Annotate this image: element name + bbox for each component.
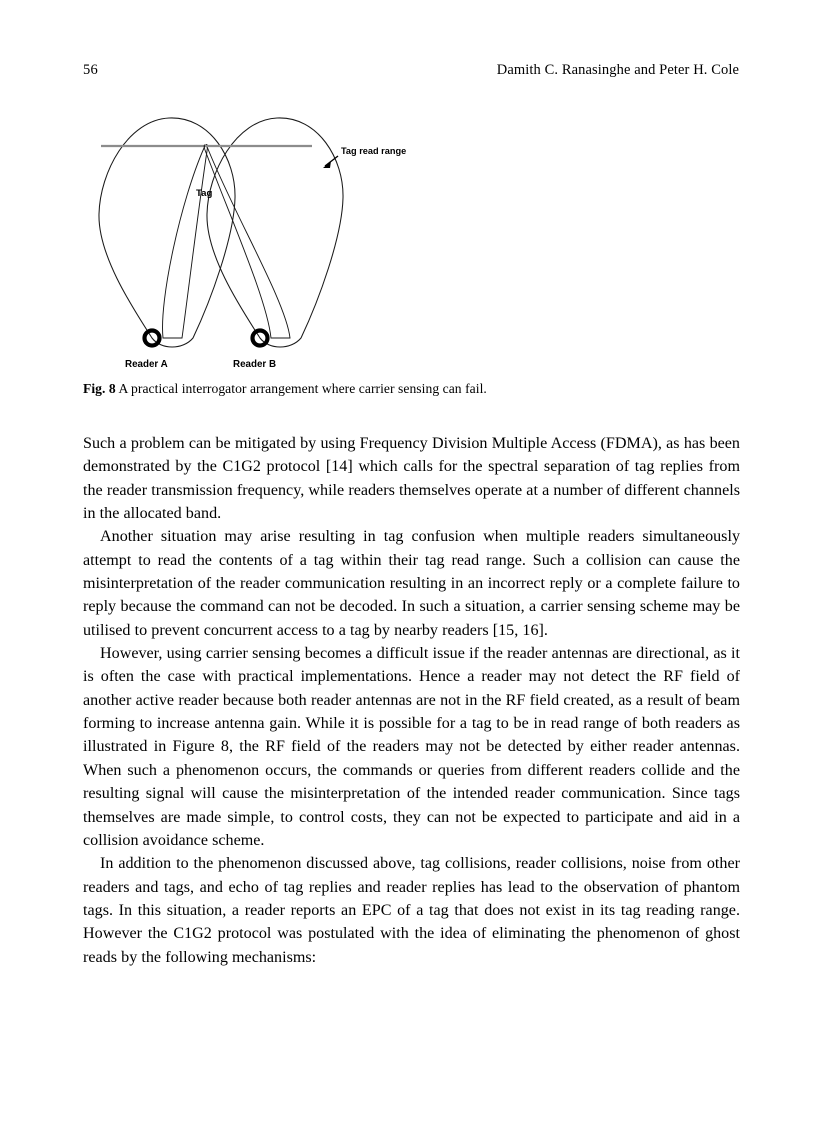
reader-b-main-lobe bbox=[207, 118, 343, 347]
paragraph: Such a problem can be mitigated by using Frequency Division Multiple Access (FDMA), as has been demonstrated by the C1G2 protocol [14] which calls for the spectral separation of tag replies from the reader transmission frequency, while readers themselves operate at a number of different channels in the allocated band. bbox=[83, 435, 740, 523]
tag-read-range-label: Tag read range bbox=[341, 146, 407, 156]
reader-a-inner-beam bbox=[163, 144, 208, 338]
reader-a-main-lobe bbox=[99, 118, 235, 347]
paragraph: Another situation may arise resulting in tag confusion when multiple readers simultaneously attempt to read the contents of a tag within their tag read range. Such a collision can cause the misinterpretation of the reader communication resulting in an incorrect reply or a complete failure to reply because the command can not be decoded. In such a situation, a carrier sensing scheme may be utilised to prevent concurrent access to a tag by nearby readers [15, 16]. bbox=[83, 528, 740, 639]
reader-a-label: Reader A bbox=[125, 359, 168, 370]
interrogator-arrangement-diagram bbox=[83, 104, 443, 376]
tag-label: Tag bbox=[196, 188, 213, 199]
figure-caption-label: Fig. 8 bbox=[83, 381, 116, 396]
paragraph: In addition to the phenomenon discussed above, tag collisions, reader collisions, noise from other readers and tags, and echo of tag replies and reader replies has lead to the observation of phantom tags. In this situation, a reader reports an EPC of a tag that does not exist in its tag reading range. However the C1G2 protocol was postulated with the idea of eliminating the phenomenon of ghost reads by the following mechanisms: bbox=[83, 855, 740, 966]
page-number: 56 bbox=[83, 62, 98, 78]
paragraph: However, using carrier sensing becomes a difficult issue if the reader antennas are directional, as it is often the case with practical implementations. Hence a reader may not detect the RF field of another active reader because both reader antennas are not in the RF field created, as a result of beam forming to increase antenna gain. While it is possible for a tag to be in read range of both readers as illustrated in Figure 8, the RF field of the readers may not be detected by either reader antennas. When such a phenomenon occurs, the commands or queries from different readers collide and the resulting signal will cause the misinterpretation of the intended reader communication. Since tags themselves are made simple, to control costs, they can not be expected to participate and aid in a collision avoidance scheme. bbox=[83, 645, 740, 849]
reader-b-inner-beam bbox=[204, 145, 290, 338]
figure-8 bbox=[83, 104, 739, 376]
running-head bbox=[83, 62, 739, 82]
figure-artwork bbox=[83, 104, 443, 376]
figure-caption bbox=[83, 381, 739, 398]
body-text bbox=[83, 432, 740, 969]
running-head-title: Damith C. Ranasinghe and Peter H. Cole bbox=[496, 62, 739, 78]
reader-b-label: Reader B bbox=[233, 359, 277, 370]
figure-caption-text: A practical interrogator arrangement where carrier sensing can fail. bbox=[115, 381, 487, 396]
